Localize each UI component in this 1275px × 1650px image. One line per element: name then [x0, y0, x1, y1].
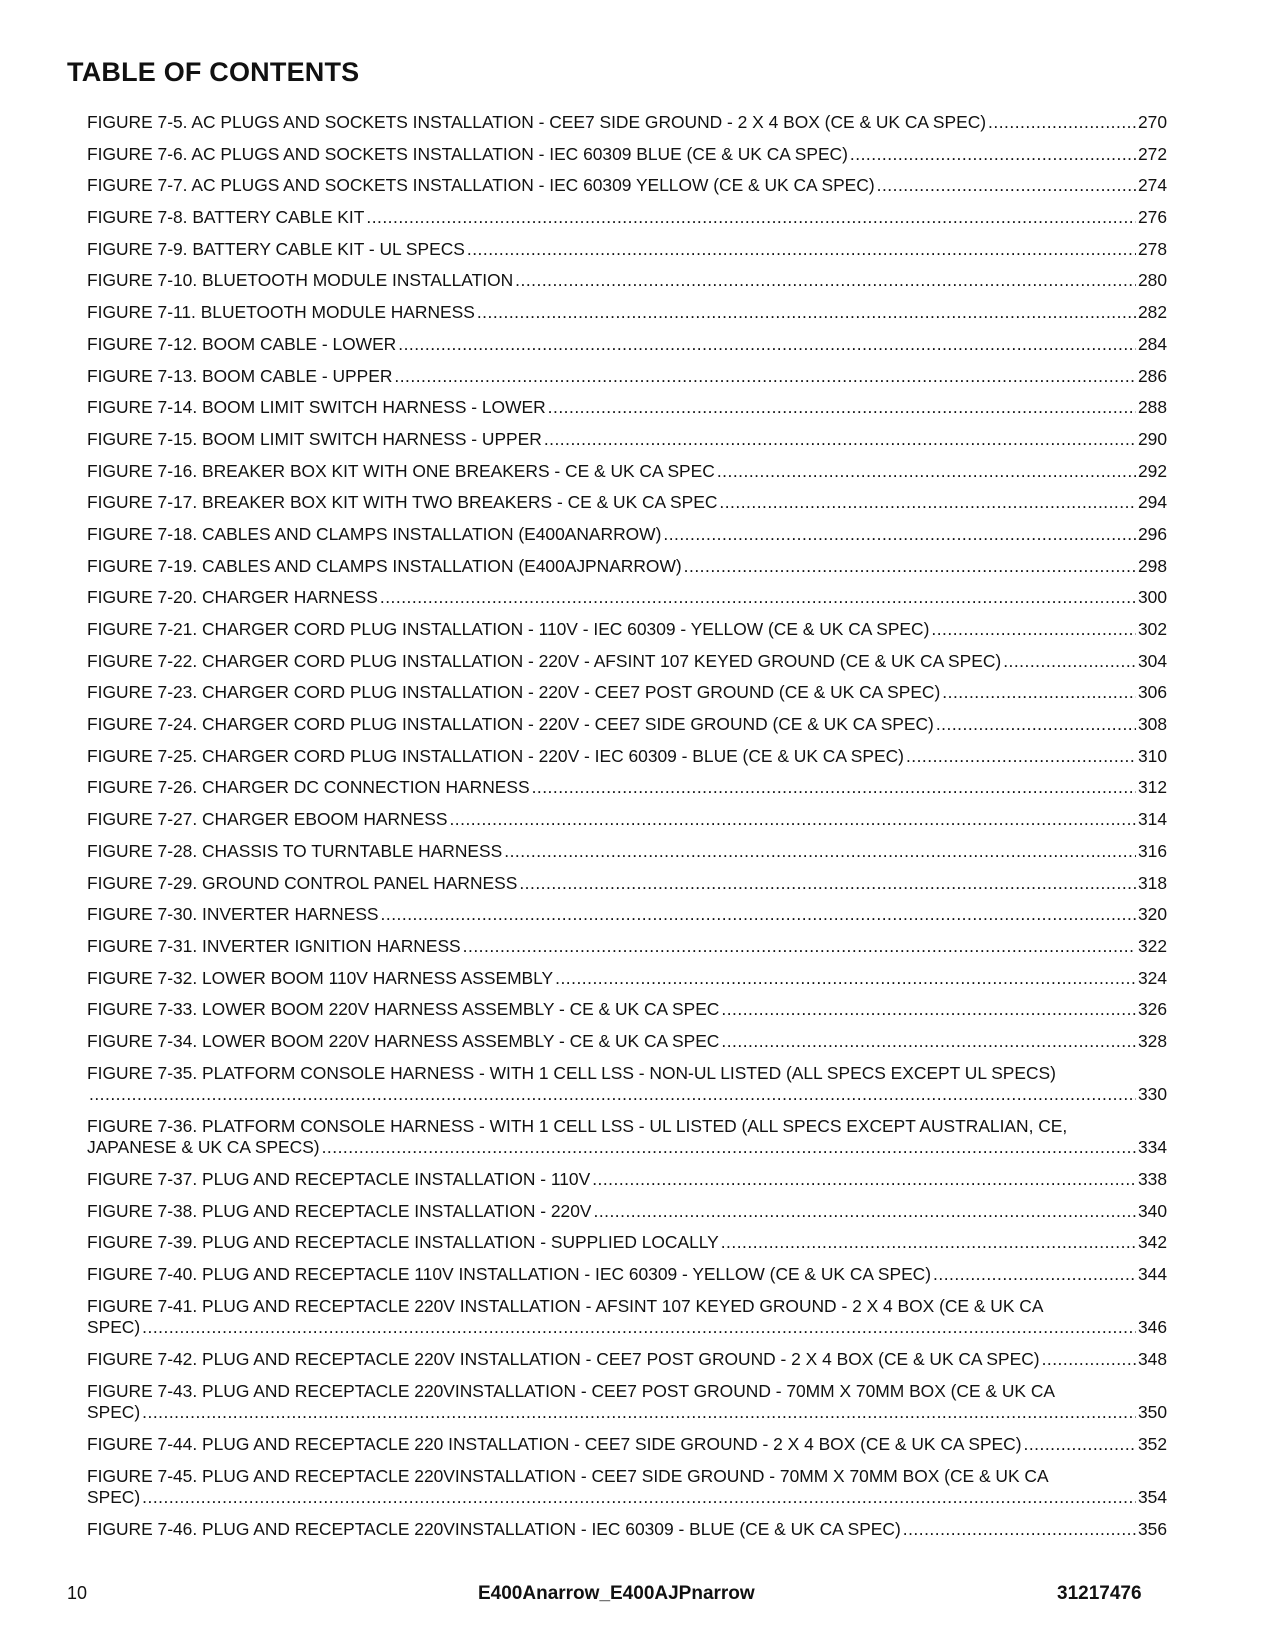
- toc-entry-label: FIGURE 7-40. PLUG AND RECEPTACLE 110V INSTALLATION - IEC 60309 - YELLOW (CE & UK CA SPEC): [87, 1264, 932, 1285]
- toc-entry[interactable]: [87, 1381, 1167, 1424]
- toc-entry-label: FIGURE 7-7. AC PLUGS AND SOCKETS INSTALLATION - IEC 60309 YELLOW (CE & UK CA SPEC): [87, 175, 875, 196]
- footer-doc-number: 31217476: [1057, 1583, 1142, 1604]
- toc-entry[interactable]: [87, 999, 1167, 1021]
- toc-entry-label: FIGURE 7-34. LOWER BOOM 220V HARNESS ASSEMBLY - CE & UK CA SPEC: [87, 1030, 720, 1051]
- toc-entry-label: FIGURE 7-25. CHARGER CORD PLUG INSTALLATION - 220V - IEC 60309 - BLUE (CE & UK CA SPEC): [87, 745, 904, 766]
- toc-entry[interactable]: [87, 461, 1167, 483]
- toc-entry-page: 340: [1137, 1200, 1167, 1221]
- toc-entry-label: FIGURE 7-6. AC PLUGS AND SOCKETS INSTALLATION - IEC 60309 BLUE (CE & UK CA SPEC): [87, 143, 848, 164]
- toc-entry[interactable]: [87, 270, 1167, 292]
- toc-entry-page: 270: [1137, 112, 1167, 132]
- dot-leader: [467, 239, 1136, 261]
- toc-entry[interactable]: [87, 239, 1167, 261]
- dot-leader: [877, 175, 1136, 197]
- dot-leader: [142, 1317, 1136, 1339]
- toc-entry[interactable]: [87, 587, 1167, 609]
- footer-page-number: 10: [67, 1583, 88, 1603]
- dot-leader: [717, 461, 1136, 483]
- toc-entry-page: 346: [1137, 1317, 1167, 1338]
- toc-entry[interactable]: [87, 714, 1167, 736]
- dot-leader: [933, 1264, 1136, 1286]
- toc-entry[interactable]: [87, 1232, 1167, 1254]
- toc-entry-label: FIGURE 7-29. GROUND CONTROL PANEL HARNESS: [87, 872, 518, 893]
- toc-entry-label: FIGURE 7-45. PLUG AND RECEPTACLE 220VINSTALLATION - CEE7 SIDE GROUND - 70MM X 70MM BOX (CE & UK CA: [87, 1465, 1049, 1486]
- dot-leader: [504, 841, 1136, 863]
- toc-entry-label-continued: SPEC): [87, 1317, 141, 1338]
- dot-leader: [721, 1031, 1136, 1053]
- toc-entry-label: FIGURE 7-35. PLATFORM CONSOLE HARNESS - WITH 1 CELL LSS - NON-UL LISTED (ALL SPECS EXCEPT UL SPECS): [87, 1062, 1056, 1083]
- toc-entry[interactable]: [87, 619, 1167, 641]
- toc-entry-page: 306: [1137, 682, 1167, 703]
- toc-entry-page: 276: [1137, 207, 1167, 228]
- dot-leader: [1003, 651, 1136, 673]
- footer-model: E400Anarrow_E400AJPnarrow: [478, 1583, 755, 1604]
- toc-entry[interactable]: [87, 904, 1167, 926]
- toc-entry[interactable]: [87, 746, 1167, 768]
- toc-entry-label-continued: SPEC): [87, 1402, 141, 1423]
- toc-entry[interactable]: [87, 1434, 1167, 1456]
- dot-leader: [477, 302, 1136, 324]
- toc-entry-page: 302: [1137, 619, 1167, 639]
- toc-entry-label: FIGURE 7-28. CHASSIS TO TURNTABLE HARNESS: [87, 840, 503, 861]
- dot-leader: [532, 777, 1136, 799]
- dot-leader: [1042, 1349, 1136, 1371]
- toc-entry-page: 326: [1137, 999, 1167, 1020]
- toc-entry-label: FIGURE 7-42. PLUG AND RECEPTACLE 220V INSTALLATION - CEE7 POST GROUND - 2 X 4 BOX (CE & UK CA SPEC): [87, 1348, 1040, 1369]
- toc-entry-page: 310: [1137, 745, 1167, 766]
- toc-entry-label: FIGURE 7-5. AC PLUGS AND SOCKETS INSTALLATION - CEE7 SIDE GROUND - 2 X 4 BOX (CE & UK CA SPEC): [87, 112, 987, 132]
- toc-entry-label: FIGURE 7-27. CHARGER EBOOM HARNESS: [87, 809, 448, 830]
- toc-entry[interactable]: [87, 1031, 1167, 1053]
- toc-entry-label-continued: JAPANESE & UK CA SPECS): [87, 1137, 320, 1158]
- toc-entry-page: 330: [1137, 1084, 1167, 1105]
- toc-entry-page: 320: [1137, 904, 1167, 925]
- toc-entry-label: FIGURE 7-20. CHARGER HARNESS: [87, 587, 378, 608]
- toc-entry-page: 316: [1137, 840, 1167, 861]
- toc-entry-page: 322: [1137, 935, 1167, 956]
- dot-leader: [89, 1084, 1136, 1106]
- dot-leader: [721, 999, 1136, 1021]
- toc-entry[interactable]: [87, 556, 1167, 578]
- toc-entry-page: 288: [1137, 397, 1167, 418]
- toc-entry-page: 314: [1137, 809, 1167, 830]
- toc-entry[interactable]: [87, 207, 1167, 229]
- toc-entry-page: 312: [1137, 777, 1167, 798]
- toc-entry-label: FIGURE 7-19. CABLES AND CLAMPS INSTALLATION (E400AJPNARROW): [87, 555, 682, 576]
- toc-entry-page: 356: [1137, 1518, 1167, 1539]
- dot-leader: [906, 746, 1136, 768]
- toc-entry[interactable]: [87, 682, 1167, 704]
- dot-leader: [663, 524, 1136, 546]
- toc-entry-label: FIGURE 7-32. LOWER BOOM 110V HARNESS ASSEMBLY: [87, 967, 554, 988]
- dot-leader: [142, 1487, 1136, 1509]
- toc-entry[interactable]: [87, 302, 1167, 324]
- toc-entry-label: FIGURE 7-12. BOOM CABLE - LOWER: [87, 333, 397, 354]
- dot-leader: [463, 936, 1136, 958]
- toc-entry-label: FIGURE 7-8. BATTERY CABLE KIT: [87, 207, 365, 228]
- toc-entry-label: FIGURE 7-46. PLUG AND RECEPTACLE 220VINSTALLATION - IEC 60309 - BLUE (CE & UK CA SPEC): [87, 1518, 901, 1539]
- dot-leader: [544, 429, 1136, 451]
- toc-entry-page: 338: [1137, 1169, 1167, 1189]
- toc-entry[interactable]: [87, 968, 1167, 990]
- toc-entry[interactable]: [87, 112, 1167, 134]
- toc-entry[interactable]: [87, 492, 1167, 514]
- toc-entry-page: 296: [1137, 523, 1167, 544]
- toc-entry-label: FIGURE 7-10. BLUETOOTH MODULE INSTALLATION: [87, 270, 514, 291]
- toc-entry[interactable]: [87, 936, 1167, 958]
- toc-entry-label: FIGURE 7-16. BREAKER BOX KIT WITH ONE BREAKERS - CE & UK CA SPEC: [87, 460, 715, 481]
- toc-entry-page: 328: [1137, 1030, 1167, 1051]
- dot-leader: [684, 556, 1136, 578]
- toc-entry[interactable]: [87, 1519, 1167, 1541]
- toc-entry-page: 290: [1137, 428, 1167, 449]
- toc-entry-page: 308: [1137, 714, 1167, 735]
- toc-entry-label: FIGURE 7-18. CABLES AND CLAMPS INSTALLATION (E400ANARROW): [87, 523, 662, 544]
- toc-entry-label: FIGURE 7-43. PLUG AND RECEPTACLE 220VINSTALLATION - CEE7 POST GROUND - 70MM X 70MM BOX (CE & UK CA: [87, 1380, 1055, 1401]
- toc-entry-label: FIGURE 7-36. PLATFORM CONSOLE HARNESS - WITH 1 CELL LSS - UL LISTED (ALL SPECS EXCEPT AUSTRALIAN, CE,: [87, 1115, 1068, 1136]
- toc-entry-label: FIGURE 7-9. BATTERY CABLE KIT - UL SPECS: [87, 238, 465, 259]
- toc-entry-page: 318: [1137, 872, 1167, 893]
- toc-entry[interactable]: [87, 397, 1167, 419]
- page-title: TABLE OF CONTENTS: [67, 57, 360, 87]
- toc-entry-page: 294: [1137, 492, 1167, 513]
- toc-entry-page: 274: [1137, 175, 1167, 196]
- dot-leader: [398, 334, 1136, 356]
- toc-entry-label: FIGURE 7-31. INVERTER IGNITION HARNESS: [87, 935, 461, 956]
- dot-leader: [721, 1232, 1136, 1254]
- dot-leader: [593, 1201, 1136, 1223]
- toc-entry-label: FIGURE 7-26. CHARGER DC CONNECTION HARNESS: [87, 777, 530, 798]
- toc-entry-page: 334: [1137, 1137, 1167, 1158]
- toc-entry-page: 354: [1137, 1487, 1167, 1507]
- toc-entry[interactable]: [87, 841, 1167, 863]
- toc-entry-page: 282: [1137, 302, 1167, 323]
- toc-entry-page: 286: [1137, 365, 1167, 386]
- toc-entry[interactable]: [87, 1466, 1167, 1509]
- toc-entry[interactable]: [87, 809, 1167, 831]
- dot-leader: [449, 809, 1136, 831]
- toc-entry-page: 280: [1137, 270, 1167, 291]
- toc-entry[interactable]: [87, 1296, 1167, 1339]
- toc-entry-label: FIGURE 7-15. BOOM LIMIT SWITCH HARNESS - UPPER: [87, 428, 542, 449]
- toc-entry-label: FIGURE 7-11. BLUETOOTH MODULE HARNESS: [87, 302, 475, 323]
- toc-entry-page: 344: [1137, 1264, 1167, 1285]
- dot-leader: [366, 207, 1136, 229]
- toc-entry[interactable]: [87, 524, 1167, 546]
- toc-entry[interactable]: [87, 651, 1167, 673]
- toc-entry[interactable]: [87, 873, 1167, 895]
- toc-entry-page: 324: [1137, 967, 1167, 988]
- toc-entry[interactable]: [87, 429, 1167, 451]
- toc-entry-page: 304: [1137, 650, 1167, 671]
- dot-leader: [555, 968, 1136, 990]
- toc-entry-label: FIGURE 7-33. LOWER BOOM 220V HARNESS ASSEMBLY - CE & UK CA SPEC: [87, 999, 720, 1020]
- dot-leader: [903, 1519, 1136, 1541]
- toc-entry-label-continued: SPEC): [87, 1487, 141, 1507]
- toc-entry[interactable]: [87, 144, 1167, 166]
- toc-list: [87, 112, 1167, 1550]
- toc-entry-label: FIGURE 7-44. PLUG AND RECEPTACLE 220 INSTALLATION - CEE7 SIDE GROUND - 2 X 4 BOX (CE & UK CA SPEC): [87, 1433, 1022, 1454]
- toc-entry-label: FIGURE 7-41. PLUG AND RECEPTACLE 220V INSTALLATION - AFSINT 107 KEYED GROUND - 2 X 4 BOX (CE & UK CA: [87, 1295, 1044, 1316]
- toc-entry-page: 352: [1137, 1433, 1167, 1454]
- toc-entry-page: 272: [1137, 143, 1167, 164]
- toc-entry-label: FIGURE 7-38. PLUG AND RECEPTACLE INSTALLATION - 220V: [87, 1200, 592, 1221]
- toc-entry-label: FIGURE 7-21. CHARGER CORD PLUG INSTALLATION - 110V - IEC 60309 - YELLOW (CE & UK CA SPEC): [87, 619, 930, 639]
- dot-leader: [515, 270, 1136, 292]
- toc-entry[interactable]: [87, 366, 1167, 388]
- toc-entry-label: FIGURE 7-37. PLUG AND RECEPTACLE INSTALLATION - 110V: [87, 1169, 591, 1189]
- toc-entry[interactable]: [87, 334, 1167, 356]
- dot-leader: [519, 873, 1136, 895]
- toc-entry-page: 342: [1137, 1232, 1167, 1253]
- toc-entry[interactable]: [87, 1169, 1167, 1191]
- dot-leader: [322, 1137, 1136, 1159]
- toc-entry-page: 348: [1137, 1348, 1167, 1369]
- toc-entry-label: FIGURE 7-23. CHARGER CORD PLUG INSTALLATION - 220V - CEE7 POST GROUND (CE & UK CA SPEC): [87, 682, 941, 703]
- toc-entry-page: 350: [1137, 1402, 1167, 1423]
- dot-leader: [988, 112, 1136, 134]
- toc-entry[interactable]: [87, 1264, 1167, 1286]
- toc-entry[interactable]: [87, 1063, 1167, 1106]
- toc-entry[interactable]: [87, 1349, 1167, 1371]
- toc-entry-label: FIGURE 7-17. BREAKER BOX KIT WITH TWO BREAKERS - CE & UK CA SPEC: [87, 492, 718, 513]
- toc-entry-label: FIGURE 7-22. CHARGER CORD PLUG INSTALLATION - 220V - AFSINT 107 KEYED GROUND (CE & UK CA SPEC): [87, 650, 1002, 671]
- dot-leader: [942, 682, 1136, 704]
- toc-entry-label: FIGURE 7-24. CHARGER CORD PLUG INSTALLATION - 220V - CEE7 SIDE GROUND (CE & UK CA SPEC): [87, 714, 934, 735]
- dot-leader: [548, 397, 1136, 419]
- dot-leader: [394, 366, 1136, 388]
- toc-entry-label: FIGURE 7-39. PLUG AND RECEPTACLE INSTALLATION - SUPPLIED LOCALLY: [87, 1232, 719, 1253]
- dot-leader: [592, 1169, 1136, 1191]
- dot-leader: [931, 619, 1136, 641]
- toc-entry[interactable]: [87, 175, 1167, 197]
- toc-entry-page: 284: [1137, 333, 1167, 354]
- dot-leader: [381, 904, 1136, 926]
- dot-leader: [719, 492, 1136, 514]
- toc-entry-label: FIGURE 7-14. BOOM LIMIT SWITCH HARNESS - LOWER: [87, 397, 546, 418]
- toc-entry-label: FIGURE 7-13. BOOM CABLE - UPPER: [87, 365, 393, 386]
- toc-entry-page: 292: [1137, 460, 1167, 481]
- dot-leader: [1024, 1434, 1136, 1456]
- toc-entry[interactable]: [87, 1201, 1167, 1223]
- dot-leader: [380, 587, 1136, 609]
- dot-leader: [142, 1402, 1136, 1424]
- dot-leader: [850, 144, 1136, 166]
- toc-entry[interactable]: [87, 777, 1167, 799]
- dot-leader: [936, 714, 1136, 736]
- toc-entry-page: 300: [1137, 587, 1167, 608]
- toc-entry-page: 278: [1137, 238, 1167, 259]
- toc-entry-label: FIGURE 7-30. INVERTER HARNESS: [87, 904, 379, 925]
- toc-entry-page: 298: [1137, 555, 1167, 576]
- toc-entry[interactable]: [87, 1116, 1167, 1159]
